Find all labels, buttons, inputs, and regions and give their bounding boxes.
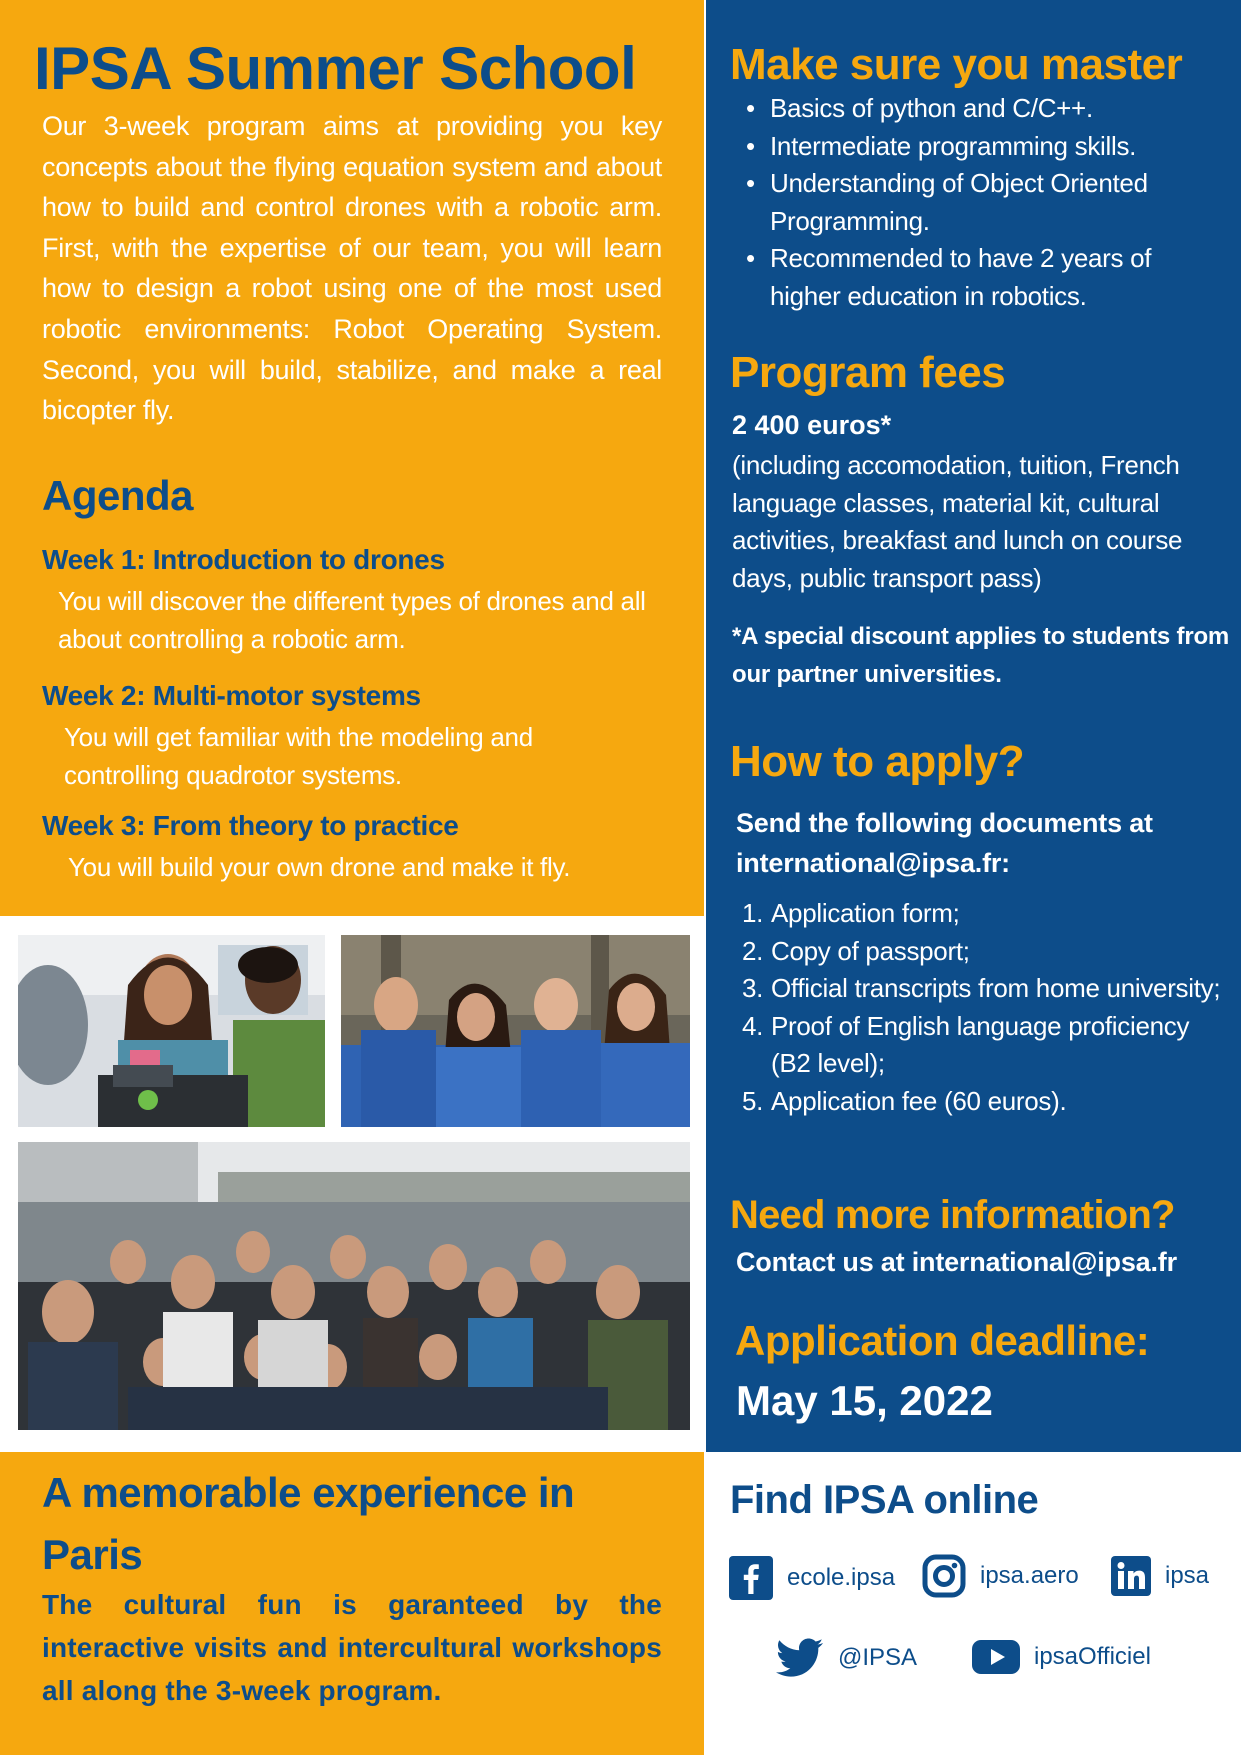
week-2-title: Week 2: Multi-motor systems — [42, 680, 421, 711]
list-item-text: Copy of passport; — [771, 935, 970, 966]
list-item — [740, 165, 1210, 240]
page-title: IPSA Summer School — [34, 35, 637, 102]
list-item — [740, 240, 1210, 315]
list-item — [742, 970, 1222, 1008]
list-number: 5. — [742, 1085, 764, 1116]
list-item-text: Intermediate programming skills. — [770, 130, 1137, 161]
photo-group-paris-seine — [18, 1142, 690, 1430]
list-item-text: Recommended to have 2 years of higher education in robotics. — [770, 243, 1152, 311]
social-instagram[interactable] — [922, 1554, 1079, 1598]
bullet: • — [746, 130, 755, 161]
social-facebook[interactable] — [729, 1556, 895, 1600]
list-item-text: Application form; — [771, 898, 960, 928]
list-item-text: Basics of python and C/C++. — [770, 93, 1093, 123]
intro-paragraph: Our 3-week program aims at providing you key concepts about the flying equation system and about how to build and control drones with a robotic arm. First, with the expertise of our team, you will learn how to design a robot using one of the most used robotic environments: Robot Operating System. Second, you will build, stabilize, and make a real bicopter fly. — [42, 111, 662, 426]
apply-intro: Send the following documents at international@ipsa.fr: — [736, 808, 1153, 878]
master-heading: Make sure you master — [730, 40, 1183, 89]
agenda-heading: Agenda — [42, 472, 194, 519]
week-1-desc-text: You will discover the different types of drones and all about controlling a robotic arm. — [58, 586, 646, 654]
list-item — [740, 128, 1210, 166]
social-handle: ipsa — [1165, 1562, 1210, 1589]
list-number: 2. — [742, 935, 764, 966]
youtube-icon — [972, 1640, 1020, 1674]
social-twitter[interactable] — [776, 1638, 917, 1678]
list-number: 4. — [742, 1010, 764, 1041]
master-list — [740, 90, 1210, 315]
fees-discount-note: *A special discount applies to students from our partner universities. — [732, 623, 1230, 688]
bullet: • — [746, 243, 755, 273]
social-youtube[interactable] — [972, 1640, 1151, 1674]
deadline-heading: Application deadline: — [735, 1317, 1150, 1364]
list-item-text: Proof of English language proficiency (B2 level); — [771, 1010, 1190, 1079]
bullet: • — [746, 168, 755, 198]
photo-students-group-uniform — [341, 935, 690, 1127]
memorable-heading: A memorable experience in Paris — [42, 1469, 575, 1578]
list-number: 1. — [742, 898, 764, 928]
list-item — [740, 90, 1210, 128]
apply-heading: How to apply? — [730, 737, 1025, 786]
week-2-desc-text: You will get familiar with the modeling and controlling quadrotor systems. — [64, 722, 533, 790]
social-handle: @IPSA — [838, 1644, 918, 1671]
linkedin-icon — [1111, 1556, 1151, 1596]
apply-list — [742, 895, 1222, 1121]
list-item — [742, 1083, 1222, 1121]
fees-amount: 2 400 euros* — [732, 410, 892, 440]
fees-detail: (including accomodation, tuition, French language classes, material kit, cultural activities, breakfast and lunch on course days, public transport pass) — [732, 450, 1183, 593]
contact-text: Contact us at international@ipsa.fr — [736, 1247, 1177, 1277]
week-1-desc — [58, 582, 658, 658]
list-number: 3. — [742, 973, 764, 1004]
deadline-date: May 15, 2022 — [736, 1377, 993, 1424]
info-heading: Need more information? — [730, 1193, 1175, 1237]
list-item — [742, 895, 1222, 933]
facebook-icon — [729, 1556, 773, 1600]
online-heading: Find IPSA online — [730, 1478, 1039, 1522]
social-handle: ipsaOfficiel — [1034, 1643, 1151, 1670]
week-2-desc — [64, 718, 584, 794]
photo-students-workshop — [18, 935, 325, 1127]
memorable-text: The cultural fun is garanteed by the interactive visits and intercultural workshops all along the 3-week program. — [42, 1589, 662, 1706]
list-item-text: Understanding of Object Oriented Programming. — [770, 168, 1148, 236]
week-3-title: Week 3: From theory to practice — [42, 810, 459, 841]
social-linkedin[interactable] — [1111, 1556, 1209, 1596]
social-handle: ipsa.aero — [980, 1562, 1079, 1589]
instagram-icon — [922, 1554, 966, 1598]
twitter-icon — [776, 1638, 824, 1678]
week-1-title: Week 1: Introduction to drones — [42, 544, 445, 575]
fees-heading: Program fees — [730, 348, 1006, 397]
week-3-desc-text: You will build your own drone and make it fly. — [68, 852, 571, 882]
bullet: • — [746, 93, 755, 123]
list-item — [742, 1008, 1222, 1083]
list-item-text: Application fee (60 euros). — [771, 1085, 1067, 1116]
week-3-desc — [68, 848, 668, 886]
social-handle: ecole.ipsa — [787, 1564, 896, 1591]
list-item — [742, 933, 1222, 971]
list-item-text: Official transcripts from home university; — [771, 973, 1221, 1004]
